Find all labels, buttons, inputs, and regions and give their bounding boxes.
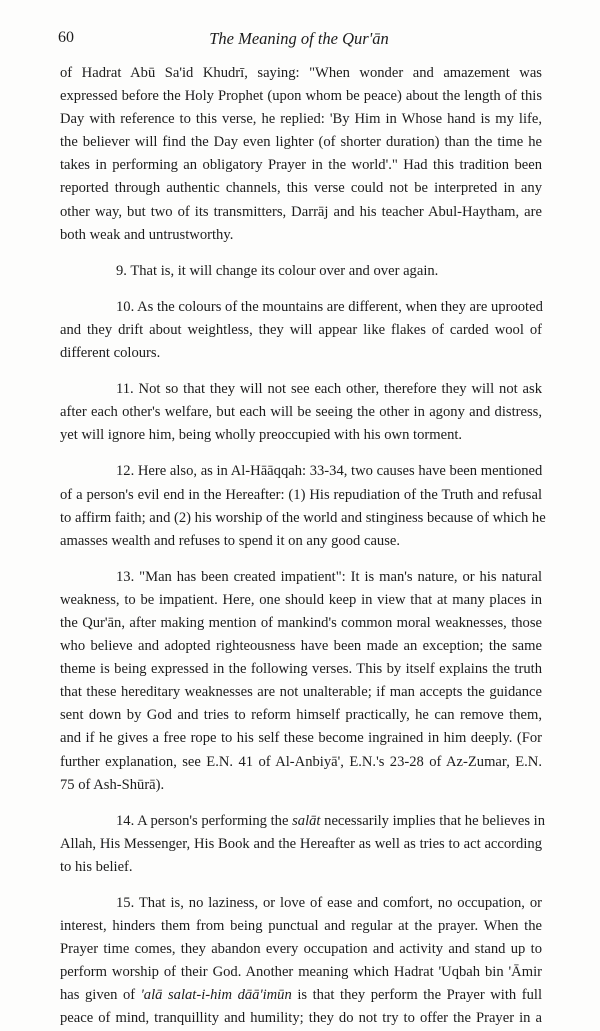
page-number: 60 <box>58 29 74 46</box>
italic-term: salāt <box>292 812 321 829</box>
text-line: expressed before the Holy Prophet (upon whom be peace) about the length of this <box>60 88 542 105</box>
text-line: after each other's welfare, but each will be seeing the other in agony and distress, <box>60 404 542 421</box>
text-line: 15. That is, no laziness, or love of ease and comfort, no occupation, or <box>116 895 542 911</box>
text-line: 14. A person's performing the salāt necessarily implies that he believes in <box>116 812 546 829</box>
paragraph-note-14 <box>60 810 546 879</box>
text-line: both weak and untrustworthy. <box>60 226 234 243</box>
running-title: The Meaning of the Qur'ān <box>209 29 389 48</box>
paragraph-note-9 <box>60 260 542 283</box>
text-line: 75 of Ash-Shūrā). <box>60 776 165 793</box>
text-line: Day with reference to this verse, he replied: 'By Him in Whose hand is my life, <box>60 111 542 128</box>
text-line: of Hadrat Abū Sa'id Khudrī, saying: "When wonder and amazement was <box>60 65 542 81</box>
text-line: theme is being expressed in the following verses. This by itself explains the truth <box>60 661 542 678</box>
text-line: yet will ignore him, being wholly preoccupied with his own torment. <box>60 427 463 444</box>
page-body <box>60 62 546 1031</box>
text-line: peace of mind, tranquillity and humility; they do not try to offer the Prayer in a <box>60 1010 542 1027</box>
paragraph-gap <box>60 365 542 378</box>
text-line: of a person's evil end in the Hereafter: (1) His repudiation of the Truth and refusal <box>60 486 542 503</box>
text-line: 13. "Man has been created impatient": It is man's nature, or his natural <box>116 568 542 585</box>
text-line: Prayer time comes, they abandon every occupation and activity and stand up to <box>60 941 542 958</box>
text-line: further explanation, see E.N. 41 of Al-Anbiyā', E.N.'s 23-28 of Az-Zumar, E.N. <box>60 753 542 770</box>
text-line: weakness, to be impatient. Here, one should keep in view that at many places in <box>60 591 542 608</box>
paragraph-gap <box>60 283 542 296</box>
text-line: 10. As the colours of the mountains are different, when they are uprooted <box>116 298 543 315</box>
text-line: the Qur'ān, after making mention of mankind's common moral weaknesses, those <box>60 614 542 631</box>
text-line: different colours. <box>60 345 161 362</box>
paragraph-gap <box>60 879 542 892</box>
paragraph-gap <box>60 553 542 566</box>
paragraph-gap <box>60 247 542 260</box>
text-line: 12. Here also, as in Al-Hāāqqah: 33-34, two causes have been mentioned <box>116 463 543 480</box>
text-line: 11. Not so that they will not see each other, therefore they will not ask <box>116 381 542 398</box>
text-line: interest, hinders them from being punctual and regular at the prayer. When the <box>60 918 542 935</box>
text-line: to affirm faith; and (2) his worship of the world and stinginess because of which he <box>60 509 546 526</box>
text-line: amasses wealth and refuses to spend it on any good cause. <box>60 532 401 549</box>
text-line: 9. That is, it will change its colour over and over again. <box>116 262 439 279</box>
text-line: who believe and adopted righteousness have been made an exception; the same <box>60 638 542 655</box>
text-line: to his belief. <box>60 858 133 875</box>
text-line: has given of 'alā salat-i-him dāā'imūn is that they perform the Prayer with full <box>60 987 542 1004</box>
paragraph-note-10 <box>60 296 542 365</box>
paragraph-note-13 <box>60 566 542 797</box>
text-line: and if he gives a free rope to his self these become ingrained in him deeply. (For <box>60 730 542 747</box>
text-line: reported through authentic channels, this verse could not be interpreted in any <box>60 180 542 197</box>
page-header <box>58 29 540 53</box>
text-line: perform worship of their God. Another meaning which Hadrat 'Uqbah bin 'Āmir <box>60 964 542 981</box>
italic-term: 'alā salat-i-him dāā'imūn <box>140 987 292 1004</box>
text-line: other way, but two of its transmitters, Darrāj and his teacher Abul-Haytham, are <box>60 203 542 220</box>
text-line: takes in performing an obligatory Prayer in the world'." Had this tradition been <box>60 157 542 174</box>
text-line: that these hereditary weaknesses are not unalterable; if man accepts the guidance <box>60 684 542 701</box>
paragraph-continuation <box>60 62 542 247</box>
paragraph-note-11 <box>60 378 542 447</box>
paragraph-note-12 <box>60 460 546 552</box>
text-line: sent down by God and tries to reform himself practically, he can remove them, <box>60 707 542 724</box>
paragraph-gap <box>60 447 542 460</box>
paragraph-note-15 <box>60 892 542 1031</box>
paragraph-gap <box>60 797 542 810</box>
text-line: Allah, His Messenger, His Book and the Hereafter as well as tries to act according <box>60 835 542 852</box>
text-line: the believer will find the Day even lighter (of shorter duration) than the time he <box>60 134 542 151</box>
text-line: and they drift about weightless, they will appear like flakes of carded wool of <box>60 321 542 338</box>
